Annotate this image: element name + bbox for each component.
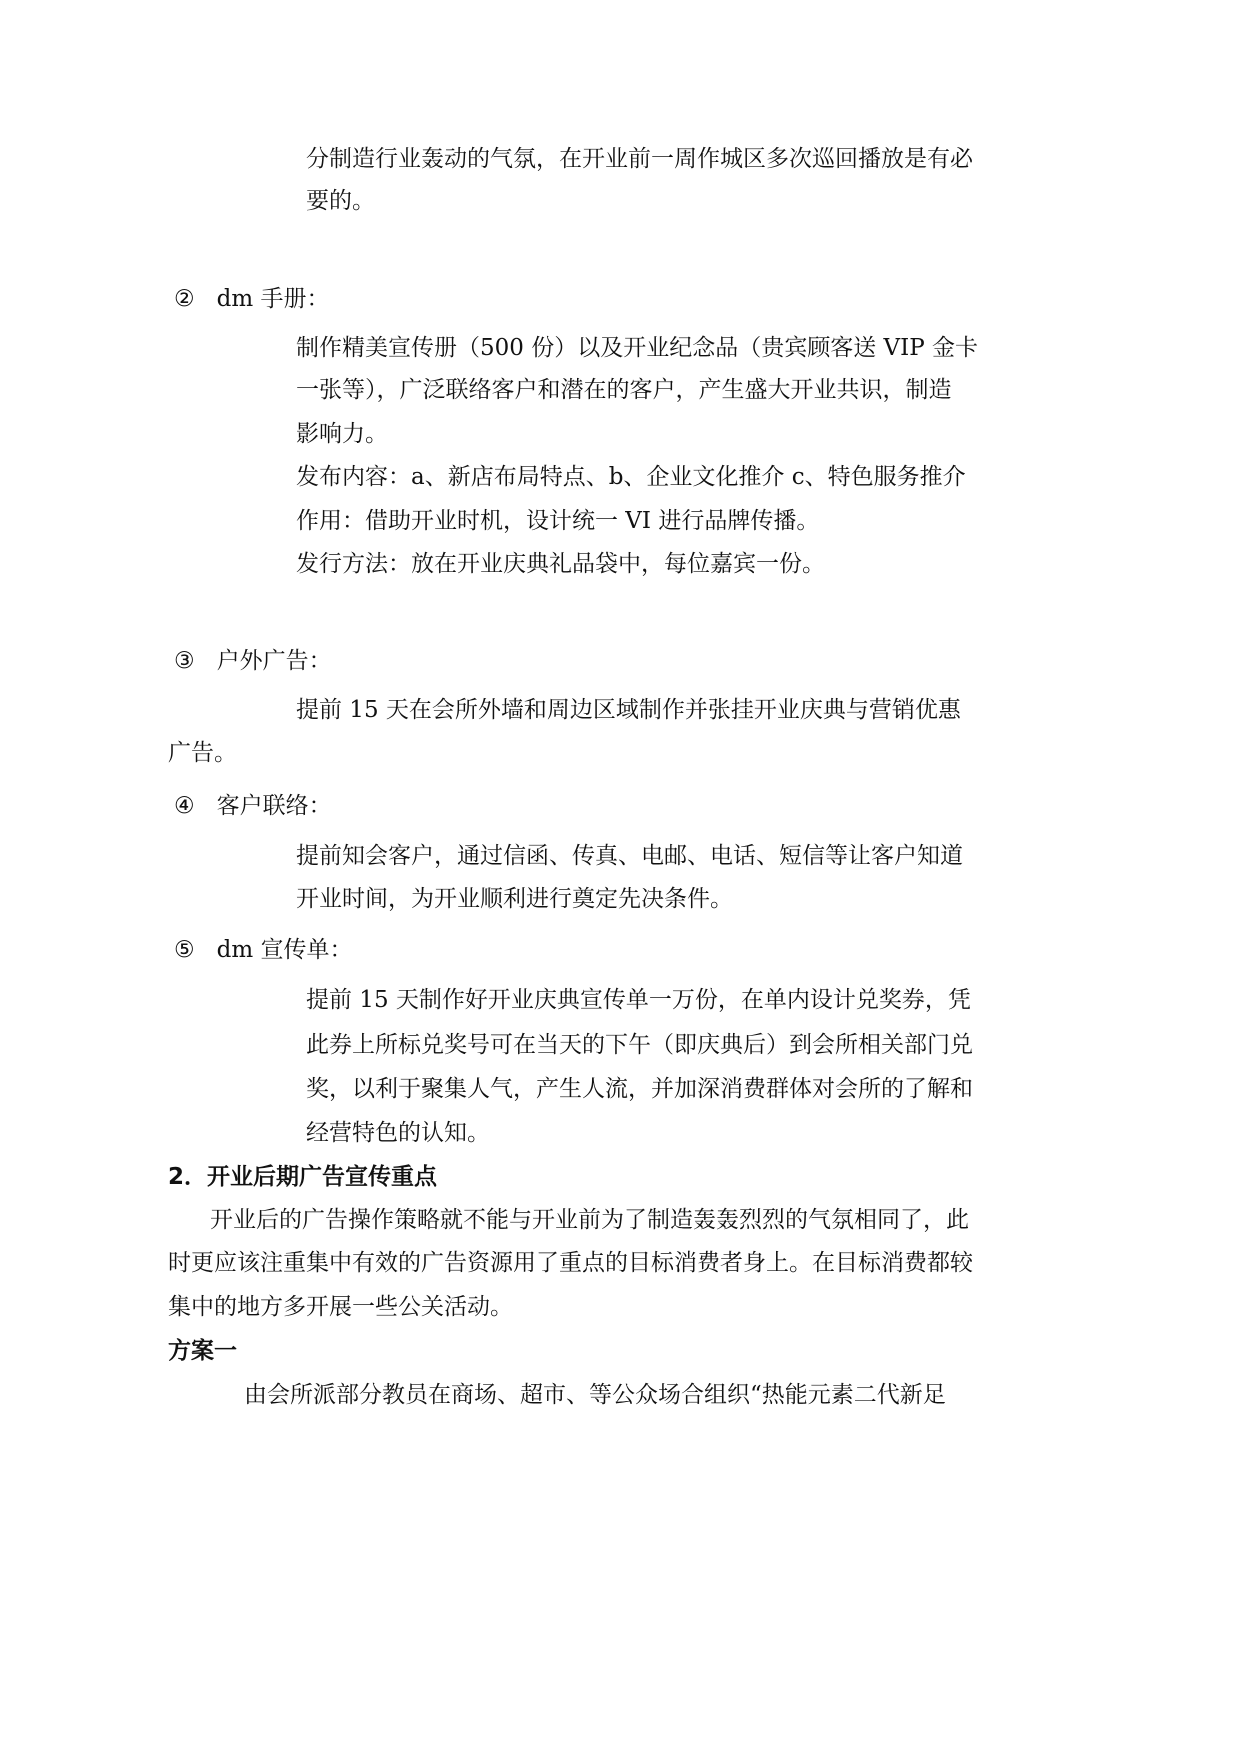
dm-booklet-line: 影响力。 [296,421,388,447]
dm-booklet-heading [174,288,329,311]
flyer-line: 经营特色的认知。 [306,1120,490,1146]
dm-booklet-line: 一张等），广泛联络客户和潜在的客户，产生盛大开业共识，制造 [296,377,952,403]
flyer-line: 此券上所标兑奖号可在当天的下午（即庆典后）到会所相关部门兑 [306,1032,973,1058]
flyer-line: 奖，以利于聚集人气，产生人流，并加深消费群体对会所的了解和 [306,1076,973,1102]
plan1-line: 由会所派部分教员在商场、超市、等公众场合组织“热能元素二代新足 [244,1382,946,1408]
flyer-line: 提前 15 天制作好开业庆典宣传单一万份，在单内设计兑奖券，凭 [306,987,971,1013]
plan1-heading: 方案一 [168,1338,237,1364]
section2-line: 开业后的广告操作策略就不能与开业前为了制造轰轰烈烈的气氛相同了，此 [210,1207,969,1233]
contact-line: 开业时间，为开业顺利进行奠定先决条件。 [296,886,733,912]
item-title: 客户联络： [216,793,332,819]
contact-heading [174,795,332,818]
outdoor-line: 广告。 [168,740,237,766]
item-number: ② [174,286,195,312]
section2-heading: 2．开业后期广告宣传重点 [168,1164,438,1190]
outdoor-line: 提前 15 天在会所外墙和周边区域制作并张挂开业庆典与营销优惠 [296,697,961,723]
dm-booklet-line: 制作精美宣传册（500 份）以及开业纪念品（贵宾顾客送 VIP 金卡 [296,335,979,361]
item-number: ③ [174,648,195,674]
intro-line: 要的。 [306,188,375,214]
item-number: ⑤ [174,937,195,963]
dm-booklet-line: 发行方法：放在开业庆典礼品袋中，每位嘉宾一份。 [296,551,825,577]
item-number: ④ [174,793,195,819]
dm-booklet-line: 发布内容：a、新店布局特点、b、企业文化推介 c、特色服务推介 [296,464,966,490]
intro-line: 分制造行业轰动的气氛，在开业前一周作城区多次巡回播放是有必 [306,146,973,172]
section2-line: 时更应该注重集中有效的广告资源用了重点的目标消费者身上。在目标消费都较 [168,1250,973,1276]
flyer-heading [174,939,352,962]
item-title: 户外广告： [216,648,332,674]
contact-line: 提前知会客户，通过信函、传真、电邮、电话、短信等让客户知道 [296,843,963,869]
item-title: dm 手册： [216,286,330,312]
dm-booklet-line: 作用：借助开业时机，设计统一 VI 进行品牌传播。 [296,508,820,534]
outdoor-heading [174,650,332,673]
item-title: dm 宣传单： [216,937,353,963]
section2-line: 集中的地方多开展一些公关活动。 [168,1294,513,1320]
